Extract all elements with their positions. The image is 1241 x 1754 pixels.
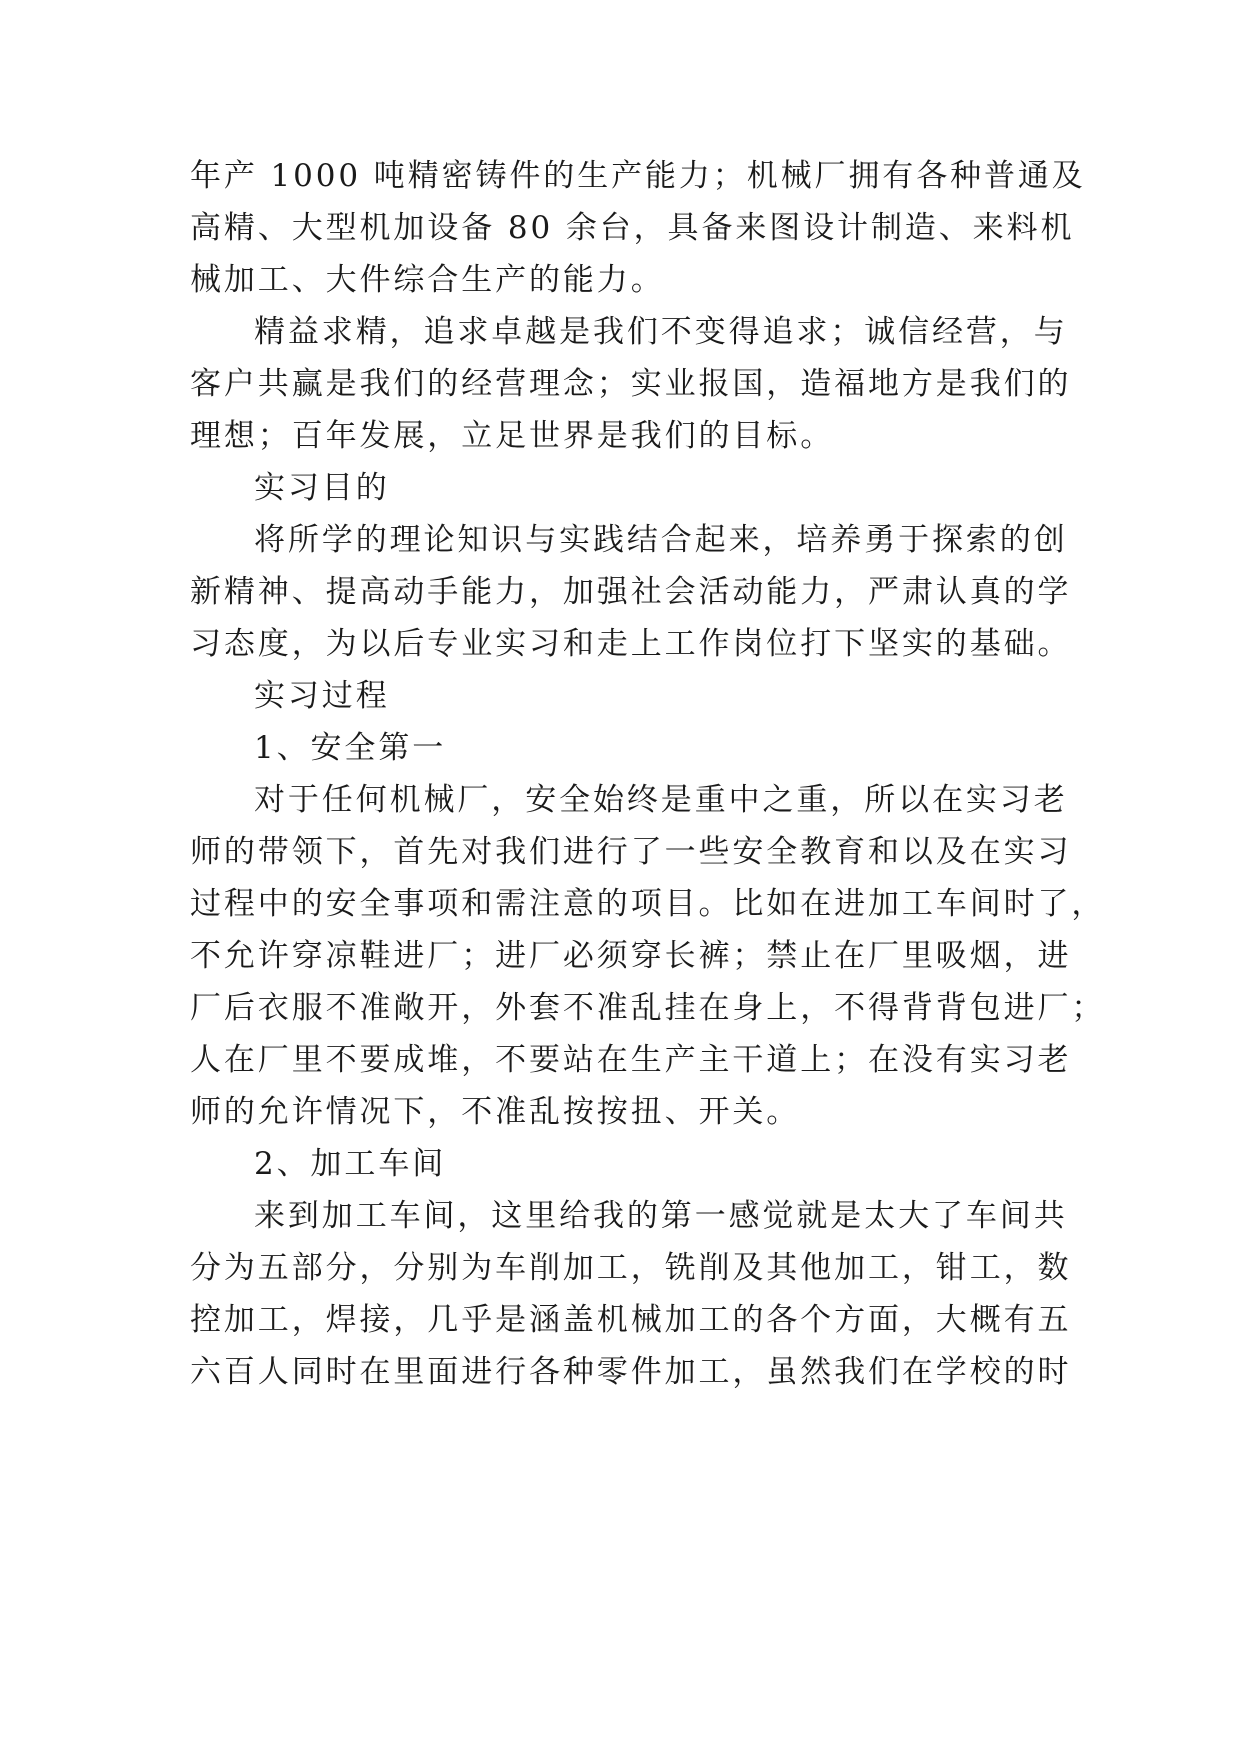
text-line: 人在厂里不要成堆，不要站在生产主干道上；在没有实习老 — [190, 1042, 1072, 1078]
section-heading: 实习过程 — [254, 678, 390, 714]
text-line: 不允许穿凉鞋进厂；进厂必须穿长裤；禁止在厂里吸烟，进 — [190, 938, 1072, 974]
text-line: 理想；百年发展，立足世界是我们的目标。 — [190, 418, 835, 454]
text-line: 械加工、大件综合生产的能力。 — [190, 262, 665, 298]
text-line: 分为五部分，分别为车削加工，铣削及其他加工，钳工，数 — [190, 1250, 1072, 1286]
text-line: 高精、大型机加设备 80 余台，具备来图设计制造、来料机 — [190, 210, 1075, 246]
text-line: 师的允许情况下，不准乱按按扭、开关。 — [190, 1094, 801, 1130]
text-line: 新精神、提高动手能力，加强社会活动能力，严肃认真的学 — [190, 574, 1072, 610]
text-line: 来到加工车间，这里给我的第一感觉就是太大了车间共 — [254, 1198, 1068, 1234]
subsection-heading: 2、加工车间 — [254, 1146, 447, 1182]
section-heading: 实习目的 — [254, 470, 390, 506]
subsection-heading: 1、安全第一 — [254, 730, 447, 766]
text-line: 厂后衣服不准敞开，外套不准乱挂在身上，不得背背包进厂； — [190, 990, 1106, 1026]
text-line: 习态度，为以后专业实习和走上工作岗位打下坚实的基础。 — [190, 626, 1072, 662]
text-line: 过程中的安全事项和需注意的项目。比如在进加工车间时了， — [190, 886, 1106, 922]
text-line: 控加工，焊接，几乎是涵盖机械加工的各个方面，大概有五 — [190, 1302, 1072, 1338]
text-line: 师的带领下，首先对我们进行了一些安全教育和以及在实习 — [190, 834, 1072, 870]
text-line: 将所学的理论知识与实践结合起来，培养勇于探索的创 — [254, 522, 1068, 558]
text-line: 六百人同时在里面进行各种零件加工，虽然我们在学校的时 — [190, 1354, 1072, 1390]
text-line: 对于任何机械厂，安全始终是重中之重，所以在实习老 — [254, 782, 1068, 818]
text-line: 精益求精，追求卓越是我们不变得追求；诚信经营，与 — [254, 314, 1068, 350]
text-line: 客户共赢是我们的经营理念；实业报国，造福地方是我们的 — [190, 366, 1072, 402]
text-line: 年产 1000 吨精密铸件的生产能力；机械厂拥有各种普通及 — [190, 158, 1086, 194]
